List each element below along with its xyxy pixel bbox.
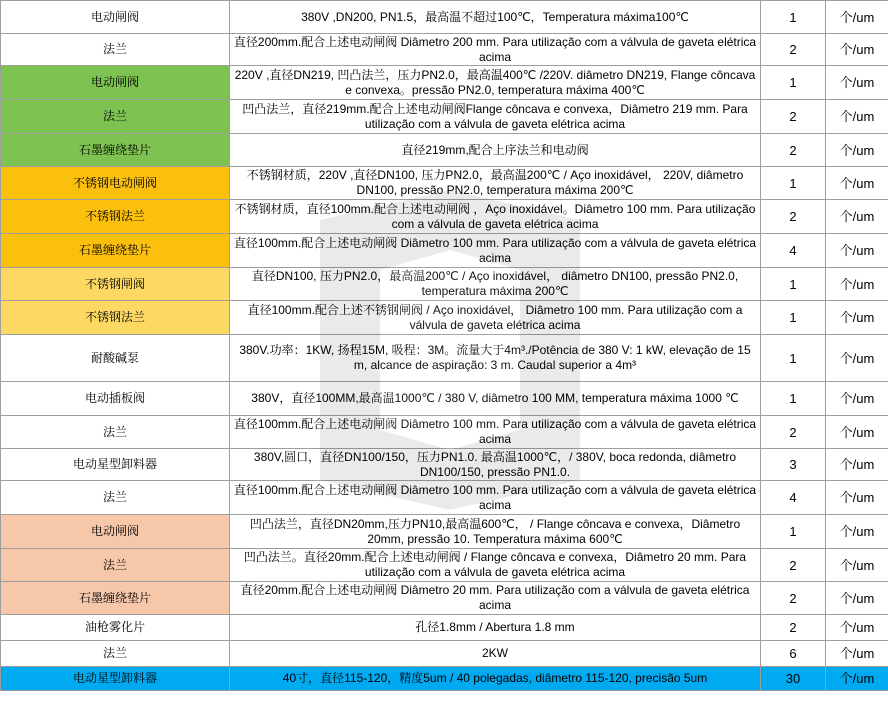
table-row	[1, 382, 888, 416]
parts-table-body	[1, 1, 888, 691]
table-row	[1, 667, 888, 691]
table-row	[1, 167, 888, 200]
item-name-cell: 电动插板阀	[1, 382, 230, 416]
item-quantity-cell: 1	[761, 66, 826, 100]
item-unit-cell: 个/um	[826, 234, 888, 268]
item-unit-cell: 个/um	[826, 615, 888, 641]
item-name-cell: 法兰	[1, 549, 230, 582]
item-name-cell: 法兰	[1, 481, 230, 515]
item-description-cell: 直径219mm,配合上序法兰和电动阀	[230, 134, 761, 167]
table-row	[1, 582, 888, 615]
table-row	[1, 100, 888, 134]
item-description-cell: 直径20mm.配合上述电动闸阀 Diâmetro 20 mm. Para utilização com a válvula de gaveta elétrica acima	[230, 582, 761, 615]
item-name-cell: 不锈钢法兰	[1, 301, 230, 335]
item-description-cell: 直径100mm.配合上述电动闸阀 Diâmetro 100 mm. Para utilização com a válvula de gaveta elétrica acima	[230, 234, 761, 268]
item-unit-cell: 个/um	[826, 582, 888, 615]
item-name-cell: 石墨缠绕垫片	[1, 234, 230, 268]
item-name-cell: 电动闸阀	[1, 1, 230, 34]
item-description-cell: 直径200mm.配合上述电动闸阀 Diâmetro 200 mm. Para utilização com a válvula de gaveta elétrica acima	[230, 34, 761, 66]
item-quantity-cell: 2	[761, 615, 826, 641]
item-unit-cell: 个/um	[826, 416, 888, 449]
table-row	[1, 268, 888, 301]
item-description-cell: 40寸，直径115-120，精度5um / 40 polegadas, diâmetro 115-120, precisão 5um	[230, 667, 761, 691]
item-name-cell: 不锈钢电动闸阀	[1, 167, 230, 200]
item-name-cell: 电动星型卸料器	[1, 667, 230, 691]
item-unit-cell: 个/um	[826, 449, 888, 481]
item-quantity-cell: 1	[761, 167, 826, 200]
item-name-cell: 法兰	[1, 416, 230, 449]
item-unit-cell: 个/um	[826, 1, 888, 34]
table-row	[1, 335, 888, 382]
item-quantity-cell: 2	[761, 100, 826, 134]
item-name-cell: 石墨缠绕垫片	[1, 134, 230, 167]
table-row	[1, 234, 888, 268]
item-quantity-cell: 1	[761, 515, 826, 549]
item-unit-cell: 个/um	[826, 335, 888, 382]
item-unit-cell: 个/um	[826, 641, 888, 667]
item-name-cell: 法兰	[1, 100, 230, 134]
item-quantity-cell: 4	[761, 481, 826, 515]
item-quantity-cell: 4	[761, 234, 826, 268]
item-name-cell: 油枪雾化片	[1, 615, 230, 641]
table-row	[1, 416, 888, 449]
item-description-cell: 直径DN100, 压力PN2.0，最高温200℃ / Aço inoxidável， diâmetro DN100, pressão PN2.0, temperatura máxima 200℃	[230, 268, 761, 301]
table-row	[1, 1, 888, 34]
item-description-cell: 凹凸法兰，直径DN20mm,压力PN10,最高温600℃， / Flange côncava e convexa，Diâmetro 20mm, pressão 10. Temperatura máxima 600℃	[230, 515, 761, 549]
item-unit-cell: 个/um	[826, 481, 888, 515]
item-unit-cell: 个/um	[826, 667, 888, 691]
item-quantity-cell: 1	[761, 268, 826, 301]
table-row	[1, 200, 888, 234]
table-row	[1, 134, 888, 167]
table-row	[1, 549, 888, 582]
item-description-cell: 380V ,DN200, PN1.5，最高温不超过100℃，Temperatura máxima100℃	[230, 1, 761, 34]
item-quantity-cell: 2	[761, 134, 826, 167]
item-description-cell: 380V，直径100MM,最高温1000℃ / 380 V, diâmetro 100 MM, temperatura máxima 1000 ℃	[230, 382, 761, 416]
table-row	[1, 449, 888, 481]
item-description-cell: 不锈钢材质，220V ,直径DN100, 压力PN2.0，最高温200℃ / Aço inoxidável， 220V, diâmetro DN100, pressão PN2.0, temperatura máxima 200℃	[230, 167, 761, 200]
item-quantity-cell: 1	[761, 301, 826, 335]
item-name-cell: 不锈钢闸阀	[1, 268, 230, 301]
item-unit-cell: 个/um	[826, 100, 888, 134]
item-description-cell: 凹凸法兰。直径20mm.配合上述电动闸阀 / Flange côncava e convexa，Diâmetro 20 mm. Para utilização com a válvula de gaveta elétrica acima	[230, 549, 761, 582]
item-description-cell: 220V ,直径DN219, 凹凸法兰，压力PN2.0，最高温400℃ /220V. diâmetro DN219, Flange côncava e convexa。pressão PN2.0, temperatura máxima 400℃	[230, 66, 761, 100]
table-row	[1, 66, 888, 100]
table-row	[1, 481, 888, 515]
item-quantity-cell: 2	[761, 200, 826, 234]
item-unit-cell: 个/um	[826, 301, 888, 335]
item-description-cell: 直径100mm.配合上述电动闸阀 Diâmetro 100 mm. Para utilização com a válvula de gaveta elétrica acima	[230, 481, 761, 515]
item-description-cell: 380V,圆口，直径DN100/150，压力PN1.0. 最高温1000℃，/ 380V, boca redonda, diâmetro DN100/150, pressão PN1.0.	[230, 449, 761, 481]
item-quantity-cell: 6	[761, 641, 826, 667]
table-row	[1, 641, 888, 667]
item-name-cell: 耐酸碱泵	[1, 335, 230, 382]
item-unit-cell: 个/um	[826, 268, 888, 301]
item-unit-cell: 个/um	[826, 66, 888, 100]
item-quantity-cell: 2	[761, 34, 826, 66]
item-name-cell: 电动闸阀	[1, 515, 230, 549]
item-name-cell: 不锈钢法兰	[1, 200, 230, 234]
item-unit-cell: 个/um	[826, 200, 888, 234]
item-quantity-cell: 1	[761, 335, 826, 382]
item-description-cell: 2KW	[230, 641, 761, 667]
item-name-cell: 电动星型卸料器	[1, 449, 230, 481]
item-name-cell: 石墨缠绕垫片	[1, 582, 230, 615]
item-quantity-cell: 2	[761, 582, 826, 615]
item-unit-cell: 个/um	[826, 382, 888, 416]
item-description-cell: 不锈钢材质，直径100mm.配合上述电动闸阀 ，Aço inoxidável。Diâmetro 100 mm. Para utilização com a válvula de gaveta elétrica acima	[230, 200, 761, 234]
item-description-cell: 直径100mm.配合上述不锈钢闸阀 / Aço inoxidável， Diâmetro 100 mm. Para utilização com a válvula de gaveta elétrica acima	[230, 301, 761, 335]
table-row	[1, 34, 888, 66]
item-unit-cell: 个/um	[826, 34, 888, 66]
item-quantity-cell: 30	[761, 667, 826, 691]
item-unit-cell: 个/um	[826, 549, 888, 582]
table-row	[1, 301, 888, 335]
item-unit-cell: 个/um	[826, 134, 888, 167]
item-description-cell: 孔径1.8mm / Abertura 1.8 mm	[230, 615, 761, 641]
item-quantity-cell: 1	[761, 1, 826, 34]
item-unit-cell: 个/um	[826, 515, 888, 549]
table-row	[1, 515, 888, 549]
item-quantity-cell: 2	[761, 549, 826, 582]
item-name-cell: 电动闸阀	[1, 66, 230, 100]
item-description-cell: 380V.功率：1KW, 扬程15M, 吸程：3M。流量大于4m³./Potência de 380 V: 1 kW, elevação de 15 m, alcance de aspiração: 3 m. Caudal superior a 4m³	[230, 335, 761, 382]
item-name-cell: 法兰	[1, 34, 230, 66]
item-quantity-cell: 2	[761, 416, 826, 449]
item-name-cell: 法兰	[1, 641, 230, 667]
item-description-cell: 凹凸法兰，直径219mm.配合上述电动闸阀Flange côncava e convexa，Diâmetro 219 mm. Para utilização com a válvula de gaveta elétrica acima	[230, 100, 761, 134]
item-unit-cell: 个/um	[826, 167, 888, 200]
item-quantity-cell: 1	[761, 382, 826, 416]
table-row	[1, 615, 888, 641]
item-quantity-cell: 3	[761, 449, 826, 481]
item-description-cell: 直径100mm.配合上述电动闸阀 Diâmetro 100 mm. Para utilização com a válvula de gaveta elétrica acima	[230, 416, 761, 449]
